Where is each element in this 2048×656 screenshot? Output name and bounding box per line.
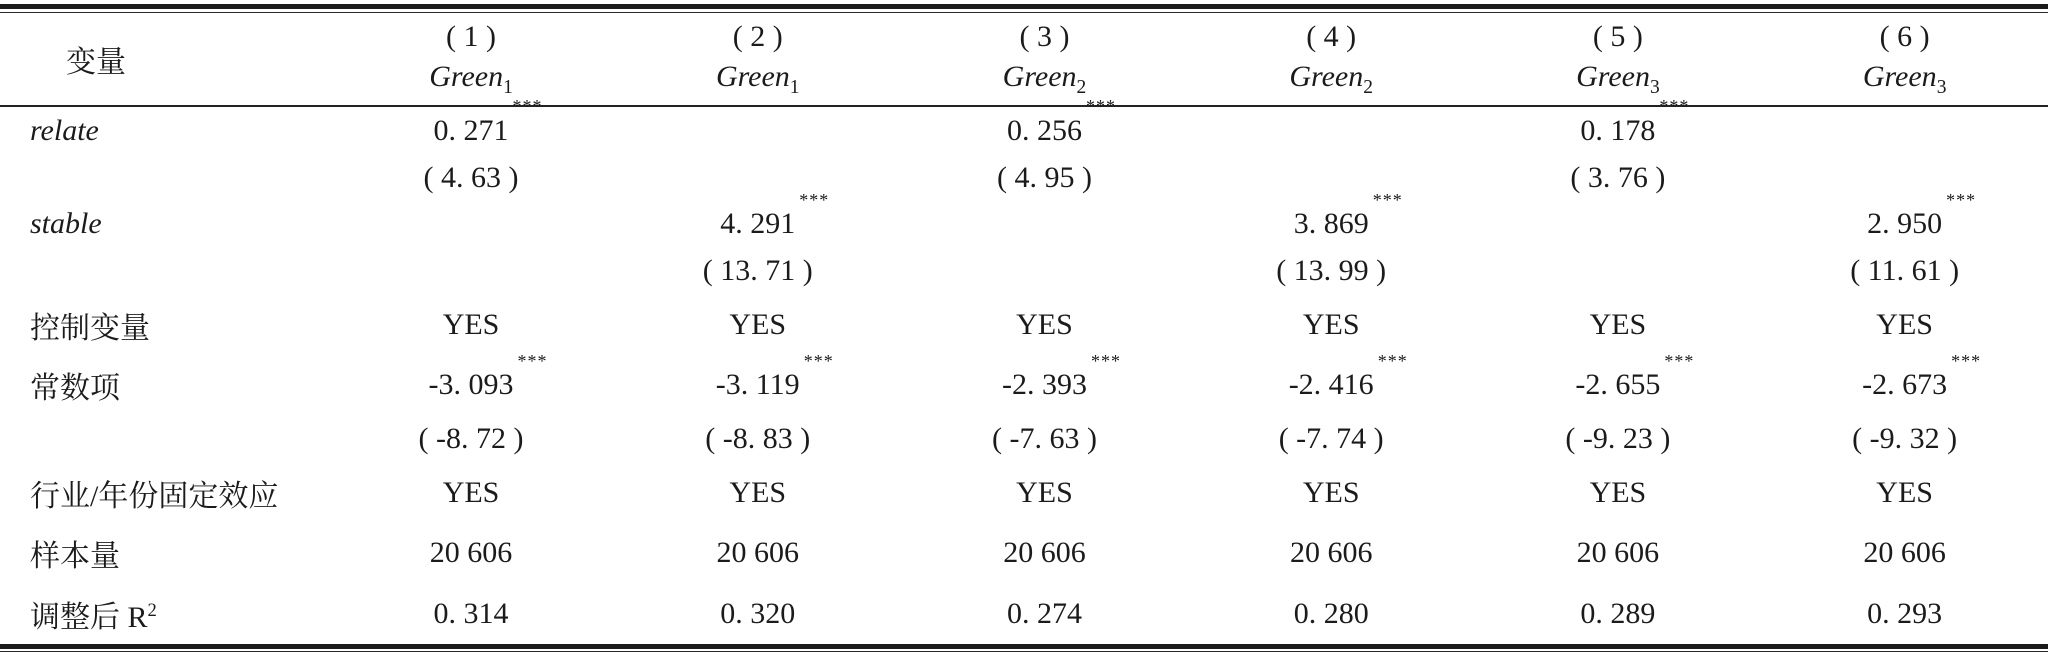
bottom-rule-divider xyxy=(0,644,2048,652)
cell-value: 3. 869 *** xyxy=(1293,190,1403,241)
header-col-4 xyxy=(1188,13,1475,106)
row-label-text: 行业/年份固定效应 xyxy=(30,479,279,513)
significance-stars: *** xyxy=(803,351,834,372)
cell-value: YES xyxy=(1302,475,1360,509)
table-cell xyxy=(901,201,1188,248)
row-label xyxy=(0,355,328,416)
row-label-text: 常数项 xyxy=(30,372,120,406)
table-cell xyxy=(1475,154,1762,201)
cell-value: -2. 673 *** xyxy=(1862,351,1982,402)
significance-stars: *** xyxy=(512,96,543,117)
cell-value: 4. 291 *** xyxy=(720,190,830,241)
table-cell xyxy=(1475,201,1762,248)
cell-value: YES xyxy=(729,475,787,509)
table-cell xyxy=(901,462,1188,523)
cell-value: ( 4. 95 ) xyxy=(996,160,1092,194)
header-row xyxy=(0,13,2048,106)
row-label-text: 调整后 R xyxy=(30,600,148,634)
row-label xyxy=(0,462,328,523)
cell-value: 0. 274 xyxy=(1006,596,1082,630)
table-cell xyxy=(1761,295,2048,356)
table-cell xyxy=(1188,583,1475,644)
model-name xyxy=(1761,57,2048,101)
cell-value: ( 13. 99 ) xyxy=(1276,254,1387,288)
table-cell xyxy=(614,190,901,248)
model-name-subscript: 1 xyxy=(503,77,513,99)
table-cell xyxy=(1188,523,1475,584)
table-cell xyxy=(1475,248,1762,295)
cell-value: 20 606 xyxy=(1003,536,1086,570)
cell-value: 0. 256 *** xyxy=(1006,96,1116,147)
table-cell xyxy=(1761,416,2048,463)
table-cell xyxy=(614,351,901,416)
model-name-subscript: 1 xyxy=(789,77,800,99)
table-cell xyxy=(1188,351,1475,416)
table-cell xyxy=(901,96,1188,154)
model-number: ( 5 ) xyxy=(1592,19,1643,53)
row-label xyxy=(0,295,328,356)
cell-value: ( -8. 72 ) xyxy=(418,421,524,455)
significance-stars: *** xyxy=(1090,351,1121,372)
table-cell xyxy=(1761,248,2048,295)
cell-value: YES xyxy=(442,307,500,341)
table-cell xyxy=(1188,190,1475,248)
model-name xyxy=(1188,57,1475,101)
regression-results-table xyxy=(0,13,2048,644)
significance-stars: *** xyxy=(1085,96,1116,117)
table-cell xyxy=(901,295,1188,356)
row-label-superscript: 2 xyxy=(147,599,157,621)
cell-value: ( -8. 83 ) xyxy=(705,421,811,455)
table-cell xyxy=(614,416,901,463)
cell-value: YES xyxy=(1876,307,1933,341)
cell-value: 20 606 xyxy=(716,536,799,570)
table-cell xyxy=(328,154,615,201)
model-number: ( 3 ) xyxy=(1019,19,1070,53)
table-cell xyxy=(328,523,615,584)
table-row xyxy=(0,201,2048,248)
cell-value: ( -7. 63 ) xyxy=(991,421,1097,455)
table-cell xyxy=(1475,416,1762,463)
table-cell xyxy=(614,248,901,295)
table-row xyxy=(0,523,2048,584)
row-label xyxy=(0,583,328,644)
header-col-1 xyxy=(328,13,615,106)
table-cell xyxy=(901,583,1188,644)
cell-value: -3. 119 *** xyxy=(715,351,834,402)
row-label xyxy=(0,201,328,248)
row-label xyxy=(0,154,328,201)
cell-value: YES xyxy=(1016,307,1073,341)
table-cell xyxy=(328,248,615,295)
row-label xyxy=(0,248,328,295)
table-cell xyxy=(614,462,901,523)
model-name-subscript: 2 xyxy=(1076,77,1087,99)
model-name-subscript: 3 xyxy=(1936,77,1947,99)
table-cell xyxy=(328,96,615,154)
table-cell xyxy=(1188,248,1475,295)
significance-stars: *** xyxy=(1659,96,1690,117)
model-name xyxy=(901,57,1188,101)
model-name-subscript: 2 xyxy=(1363,77,1373,99)
table-cell xyxy=(614,154,901,201)
cell-value: ( -9. 32 ) xyxy=(1852,421,1958,455)
cell-value: 0. 314 xyxy=(433,596,509,630)
table-row xyxy=(0,462,2048,523)
table-cell xyxy=(1761,523,2048,584)
significance-stars: *** xyxy=(1377,351,1408,372)
table-cell xyxy=(1188,462,1475,523)
model-number: ( 4 ) xyxy=(1306,19,1357,53)
table-cell xyxy=(1761,462,2048,523)
model-number: ( 6 ) xyxy=(1879,19,1930,53)
model-name xyxy=(614,57,901,101)
table-body xyxy=(0,96,2048,644)
cell-value: 0. 178 *** xyxy=(1580,96,1690,147)
header-col-2 xyxy=(614,13,901,106)
table-cell xyxy=(1188,154,1475,201)
cell-value: YES xyxy=(1589,307,1647,341)
cell-value: 0. 320 xyxy=(720,596,796,630)
table-cell xyxy=(901,248,1188,295)
table-cell xyxy=(614,106,901,154)
cell-value: 0. 280 xyxy=(1293,596,1369,630)
cell-value: YES xyxy=(729,307,787,341)
header-col-6 xyxy=(1761,13,2048,106)
table-cell xyxy=(328,351,615,416)
row-label-text: 控制变量 xyxy=(30,311,150,345)
cell-value: 2. 950 *** xyxy=(1867,190,1977,241)
table-row xyxy=(0,248,2048,295)
cell-value: ( 4. 63 ) xyxy=(423,160,519,194)
cell-value: ( 11. 61 ) xyxy=(1850,254,1960,288)
model-name-text: Green xyxy=(715,60,790,94)
cell-value: 0. 293 xyxy=(1867,596,1943,630)
cell-value: YES xyxy=(1876,475,1933,509)
table-cell xyxy=(1761,106,2048,154)
cell-value: 20 606 xyxy=(1289,536,1373,570)
table-row xyxy=(0,355,2048,416)
table-cell xyxy=(901,154,1188,201)
cell-value: -2. 655 *** xyxy=(1575,351,1695,402)
bottom-rule-thin-line xyxy=(0,651,2048,652)
row-label-text: 样本量 xyxy=(30,540,120,574)
table-cell xyxy=(328,416,615,463)
header-col-5 xyxy=(1475,13,1762,106)
cell-value: ( -7. 74 ) xyxy=(1278,421,1384,455)
model-name-text: Green xyxy=(429,60,504,94)
table-cell xyxy=(614,523,901,584)
model-name xyxy=(1475,57,1762,101)
table-cell xyxy=(328,583,615,644)
cell-value: -2. 416 *** xyxy=(1288,351,1408,402)
model-name xyxy=(328,57,615,101)
table-cell xyxy=(328,295,615,356)
table-row xyxy=(0,106,2048,154)
table-row xyxy=(0,416,2048,463)
table-cell xyxy=(901,351,1188,416)
top-rule-divider xyxy=(0,4,2048,13)
row-label xyxy=(0,416,328,463)
table-cell xyxy=(901,523,1188,584)
table-header xyxy=(0,13,2048,106)
table-cell xyxy=(1761,190,2048,248)
row-label xyxy=(0,106,328,154)
table-cell xyxy=(1761,154,2048,201)
header-variable-label xyxy=(0,13,328,106)
significance-stars: *** xyxy=(1946,190,1977,211)
cell-value: YES xyxy=(442,475,500,509)
significance-stars: *** xyxy=(799,190,830,211)
cell-value: 20 606 xyxy=(1576,536,1660,570)
table-row xyxy=(0,583,2048,644)
table-cell xyxy=(1188,295,1475,356)
table-cell xyxy=(1188,106,1475,154)
table-cell xyxy=(328,201,615,248)
table-cell xyxy=(901,416,1188,463)
model-name-text: Green xyxy=(1576,60,1650,94)
model-name-text: Green xyxy=(1002,60,1077,94)
table-cell xyxy=(328,462,615,523)
row-label-text: stable xyxy=(30,207,102,241)
cell-value: YES xyxy=(1302,307,1360,341)
cell-value: ( 3. 76 ) xyxy=(1570,160,1666,194)
table-cell xyxy=(614,295,901,356)
model-name-text: Green xyxy=(1289,60,1364,94)
table-cell xyxy=(1475,295,1762,356)
table-cell xyxy=(1188,416,1475,463)
cell-value: ( 13. 71 ) xyxy=(702,254,813,288)
row-label xyxy=(0,523,328,584)
table-cell xyxy=(1761,583,2048,644)
table-cell xyxy=(1475,462,1762,523)
table-cell xyxy=(1475,351,1762,416)
cell-value: 0. 289 xyxy=(1580,596,1656,630)
model-name-subscript: 3 xyxy=(1649,77,1660,99)
significance-stars: *** xyxy=(1951,351,1982,372)
table-cell xyxy=(1475,96,1762,154)
model-number: ( 2 ) xyxy=(732,19,783,53)
model-name-text: Green xyxy=(1862,60,1937,94)
table-row xyxy=(0,295,2048,356)
significance-stars: *** xyxy=(1664,351,1695,372)
cell-value: YES xyxy=(1589,475,1647,509)
cell-value: 20 606 xyxy=(429,536,513,570)
table-row xyxy=(0,154,2048,201)
cell-value: ( -9. 23 ) xyxy=(1565,421,1671,455)
cell-value: YES xyxy=(1016,475,1073,509)
cell-value: -3. 093 *** xyxy=(428,351,548,402)
table-cell xyxy=(1761,351,2048,416)
significance-stars: *** xyxy=(1372,190,1403,211)
table-cell xyxy=(1475,523,1762,584)
table-cell xyxy=(614,583,901,644)
header-col-3 xyxy=(901,13,1188,106)
cell-value: 20 606 xyxy=(1863,536,1946,570)
variable-label-text: 变量 xyxy=(66,46,126,79)
table-cell xyxy=(1475,583,1762,644)
row-label-text: relate xyxy=(30,113,99,147)
model-number: ( 1 ) xyxy=(446,19,497,53)
significance-stars: *** xyxy=(517,351,548,372)
cell-value: 0. 271 *** xyxy=(433,96,543,147)
cell-value: -2. 393 *** xyxy=(1001,351,1121,402)
